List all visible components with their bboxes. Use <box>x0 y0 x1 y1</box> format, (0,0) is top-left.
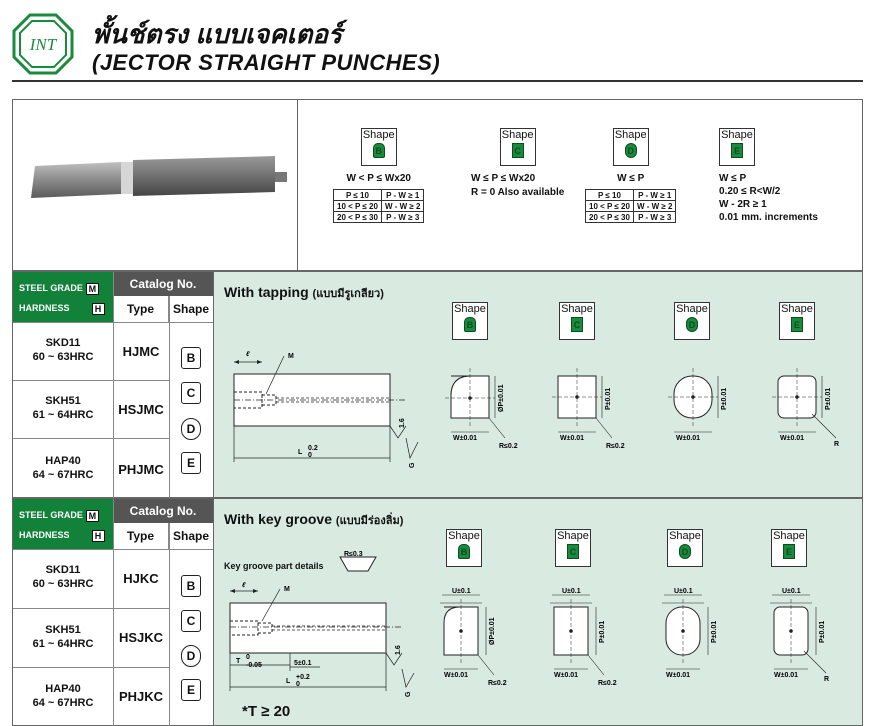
footnote-t: *T ≥ 20 <box>242 703 291 720</box>
key-groove-side-drawing <box>226 581 426 701</box>
header-rule <box>12 80 863 82</box>
key-groove-note: Key groove part details <box>224 561 324 571</box>
shape-c-symbol: C <box>181 382 201 404</box>
svg-text:W±0.01: W±0.01 <box>676 435 701 442</box>
svg-text:W±0.01: W±0.01 <box>453 435 478 442</box>
grade-header: STEEL GRADE M HARDNESS H <box>13 272 113 322</box>
shape-d-box: Shape D <box>613 128 649 166</box>
svg-text:5±0.1: 5±0.1 <box>294 660 312 667</box>
shape-e-badge: Shape E <box>779 302 815 340</box>
grade-skd11: SKD11 60 ~ 63HRC <box>32 564 94 590</box>
svg-text:0: 0 <box>296 681 300 688</box>
svg-text:M: M <box>288 353 294 360</box>
svg-text:0: 0 <box>246 654 250 661</box>
svg-text:R≤0.2: R≤0.2 <box>598 680 617 687</box>
svg-text:+0.2: +0.2 <box>296 674 310 681</box>
svg-text:U±0.1: U±0.1 <box>782 588 801 595</box>
section-with-tapping <box>12 271 863 498</box>
shape-d-symbol: D <box>181 645 201 667</box>
shape-d-badge: Shape D <box>667 529 703 567</box>
page-title-thai: พั้นช์ตรง แบบเจคเตอร์ <box>92 19 342 49</box>
shape-d-section-drawing <box>662 368 752 458</box>
catalog-table-tapping <box>13 272 213 497</box>
shape-e-box: Shape E <box>719 128 755 166</box>
svg-text:U±0.1: U±0.1 <box>674 588 693 595</box>
svg-text:P±0.01: P±0.01 <box>605 387 612 410</box>
svg-text:R: R <box>834 441 840 448</box>
shape-c-box: Shape C <box>500 128 536 166</box>
grade-skh51: SKH51 61 ~ 64HRC <box>32 624 94 650</box>
shape-c-badge: Shape C <box>559 302 595 340</box>
svg-text:W±0.01: W±0.01 <box>666 672 691 679</box>
type-hsjkc: HSJKC <box>118 630 164 645</box>
svg-text:P±0.01: P±0.01 <box>825 387 832 410</box>
svg-text:G: G <box>405 691 412 697</box>
svg-text:W±0.01: W±0.01 <box>780 435 805 442</box>
svg-text:1.6: 1.6 <box>395 645 402 655</box>
drawing-pane-tapping <box>213 272 862 497</box>
catalog-no-header: Catalog No. <box>113 272 213 296</box>
shape-d-info <box>585 128 676 223</box>
shape-header: Shape <box>172 302 209 316</box>
type-hjmc: HJMC <box>122 344 160 359</box>
shape-d-table: P ≤ 10 P - W ≥ 1 10 < P ≤ 20 W - W ≥ 2 20 < P ≤ 30 P - W ≥ 3 <box>585 189 676 223</box>
shape-d-condition: W ≤ P <box>617 173 645 184</box>
catalog-no-header: Catalog No. <box>113 499 213 523</box>
shape-d-badge: Shape D <box>674 302 710 340</box>
grade-skd11: SKD11 60 ~ 63HRC <box>32 337 94 363</box>
svg-text:P±0.01: P±0.01 <box>599 620 606 643</box>
svg-text:1.6: 1.6 <box>399 418 406 428</box>
svg-text:W±0.01: W±0.01 <box>774 672 799 679</box>
shape-b-condition: W < P ≤ Wx20 <box>346 173 411 184</box>
shape-c-badge: Shape C <box>555 529 591 567</box>
section-title-tapping: With tapping (แบบมีรูเกลียว) <box>224 284 384 300</box>
type-header: Type <box>113 296 169 322</box>
shape-e-section-drawing <box>766 368 856 458</box>
punch-photo <box>13 100 298 270</box>
shape-b-section-drawing <box>439 368 529 458</box>
logo-text: INT <box>29 35 57 54</box>
type-hsjmc: HSJMC <box>118 402 164 417</box>
shape-e-icon: E <box>731 143 743 158</box>
svg-text:M: M <box>284 586 290 593</box>
grade-hap40: HAP40 64 ~ 67HRC <box>32 683 94 709</box>
type-hjkc: HJKC <box>123 571 159 586</box>
shape-b-icon: B <box>373 143 385 158</box>
shape-c-condition-1: W ≤ P ≤ Wx20 <box>471 173 536 184</box>
shape-b-badge: Shape B <box>452 302 488 340</box>
shape-d-symbol: D <box>181 418 201 440</box>
shape-b-table: P ≤ 10 P - W ≥ 1 10 < P ≤ 20 W - W ≥ 2 20 < P ≤ 30 P - W ≥ 3 <box>333 189 424 223</box>
shape-e-condition-4: 0.01 mm. increments <box>719 212 818 223</box>
svg-text:ℓ: ℓ <box>242 582 246 589</box>
shape-e-symbol: E <box>181 679 201 701</box>
shape-e-condition-1: W ≤ P <box>719 173 747 184</box>
grade-skh51: SKH51 61 ~ 64HRC <box>32 395 94 421</box>
shape-c-info <box>471 128 564 199</box>
svg-text:ℓ: ℓ <box>246 351 250 358</box>
shape-b-badge: Shape B <box>446 529 482 567</box>
int-logo <box>12 13 74 75</box>
shape-e-symbol: E <box>181 452 201 474</box>
drawing-pane-key-groove <box>213 499 862 725</box>
shape-b-symbol: B <box>181 575 201 597</box>
shape-b-info <box>333 128 424 223</box>
svg-text:P±0.01: P±0.01 <box>711 620 718 643</box>
svg-text:R≤0.2: R≤0.2 <box>488 680 507 687</box>
svg-text:U±0.1: U±0.1 <box>562 588 581 595</box>
tapping-side-drawing <box>226 342 426 472</box>
svg-text:P±0.01: P±0.01 <box>721 387 728 410</box>
shape-e-condition-3: W - 2R ≥ 1 <box>719 199 767 210</box>
svg-text:ØP±0.01: ØP±0.01 <box>498 384 505 412</box>
shape-e-condition-2: 0.20 ≤ R<W/2 <box>719 186 781 197</box>
svg-text:0: 0 <box>308 452 312 459</box>
svg-text:L: L <box>298 449 303 456</box>
section-with-key-groove <box>12 498 863 726</box>
key-groove-detail-icon <box>336 547 382 579</box>
svg-text:ØP±0.01: ØP±0.01 <box>489 617 496 645</box>
svg-text:0.2: 0.2 <box>308 445 318 452</box>
shape-header: Shape <box>172 529 209 543</box>
grade-hap40: HAP40 64 ~ 67HRC <box>32 455 94 481</box>
shape-d-key-drawing <box>652 585 752 689</box>
svg-text:-0.05: -0.05 <box>246 662 262 669</box>
type-phjkc: PHJKC <box>118 689 164 704</box>
shape-c-icon: C <box>512 143 524 158</box>
svg-text:R≤0.2: R≤0.2 <box>606 443 625 450</box>
shape-e-info <box>719 128 818 224</box>
svg-text:L: L <box>286 678 291 685</box>
punch-photo-image <box>13 100 298 270</box>
svg-text:T: T <box>236 658 241 665</box>
catalog-table-key-groove <box>13 499 213 725</box>
svg-text:U±0.1: U±0.1 <box>452 588 471 595</box>
shape-c-condition-2: R = 0 Also available <box>471 187 565 198</box>
svg-text:G: G <box>409 462 416 468</box>
svg-text:W±0.01: W±0.01 <box>444 672 469 679</box>
svg-text:R: R <box>824 676 830 683</box>
svg-text:P±0.01: P±0.01 <box>819 620 826 643</box>
svg-text:R≤0.2: R≤0.2 <box>499 443 518 450</box>
shape-c-key-drawing <box>540 585 640 689</box>
grade-header: STEEL GRADE M HARDNESS H <box>13 499 113 549</box>
svg-text:W±0.01: W±0.01 <box>560 435 585 442</box>
shape-c-section-drawing <box>546 368 636 458</box>
type-header: Type <box>113 523 169 549</box>
type-phjmc: PHJMC <box>118 462 164 477</box>
shape-overview-row <box>12 99 863 271</box>
shape-e-badge: Shape E <box>771 529 807 567</box>
shape-d-icon: D <box>625 143 637 158</box>
shape-c-symbol: C <box>181 610 201 632</box>
svg-text:W±0.01: W±0.01 <box>554 672 579 679</box>
page-title-english: (JECTOR STRAIGHT PUNCHES) <box>92 50 441 75</box>
shape-b-box: Shape B <box>361 128 397 166</box>
shape-e-key-drawing <box>760 585 860 689</box>
svg-text:R≤0.3: R≤0.3 <box>344 551 363 558</box>
shape-b-key-drawing <box>430 585 530 689</box>
section-title-key-groove: With key groove (แบบมีร่องลิ่ม) <box>224 511 404 527</box>
shape-b-symbol: B <box>181 347 201 369</box>
